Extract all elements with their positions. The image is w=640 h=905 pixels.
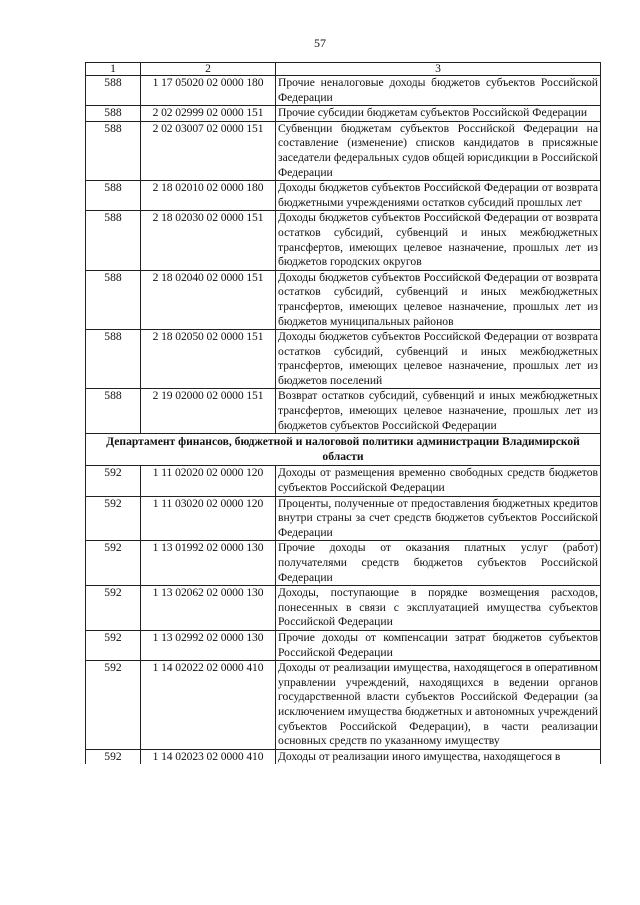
table-header <box>86 63 601 76</box>
admin-code-cell: 592 <box>86 466 141 496</box>
revenue-description-cell: Доходы от реализации имущества, находящегося в оперативном управлении учреждений, находящихся в ведении органов государственной власти субъектов Российской Федерации (за исключением имущества бюджетных и автономных учреждений субъектов Российской Федерации), в части реализации основных средств по указанному имуществу <box>276 661 601 750</box>
budget-classification-code-cell: 1 13 01992 02 0000 130 <box>141 541 276 586</box>
table-row <box>86 181 601 211</box>
revenue-description-cell: Доходы бюджетов субъектов Российской Федерации от возврата бюджетными учреждениями остатков субсидий прошлых лет <box>276 181 601 211</box>
page-number: 57 <box>314 36 326 50</box>
revenue-description-cell: Прочие доходы от оказания платных услуг (работ) получателями средств бюджетов субъектов Российской Федерации <box>276 541 601 586</box>
budget-classification-code-cell: 2 18 02030 02 0000 151 <box>141 211 276 270</box>
table-row <box>86 121 601 180</box>
section-heading: Департамент финансов, бюджетной и налоговой политики администрации Владимирской области <box>86 434 601 466</box>
admin-code-cell: 588 <box>86 270 141 329</box>
table-row <box>86 466 601 496</box>
revenue-description-cell: Субвенции бюджетам субъектов Российской Федерации на составление (изменение) списков кандидатов в присяжные заседатели федеральных судов общей юрисдикции в Российской Федерации <box>276 121 601 180</box>
column-header-3: 3 <box>276 63 601 76</box>
admin-code-cell: 588 <box>86 181 141 211</box>
table-row <box>86 541 601 586</box>
revenue-description-cell: Прочие субсидии бюджетам субъектов Российской Федерации <box>276 106 601 122</box>
budget-classification-code-cell: 1 11 02020 02 0000 120 <box>141 466 276 496</box>
section-heading-row <box>86 434 601 466</box>
revenue-description-cell: Доходы от размещения временно свободных средств бюджетов субъектов Российской Федерации <box>276 466 601 496</box>
column-header-1: 1 <box>86 63 141 76</box>
table-row <box>86 586 601 631</box>
table-row <box>86 106 601 122</box>
revenue-codes-table <box>85 62 601 764</box>
admin-code-cell: 588 <box>86 211 141 270</box>
admin-code-cell: 588 <box>86 76 141 106</box>
table-row <box>86 270 601 329</box>
admin-code-cell: 592 <box>86 541 141 586</box>
admin-code-cell: 592 <box>86 630 141 660</box>
table-row <box>86 749 601 764</box>
table-row <box>86 661 601 750</box>
budget-classification-code-cell: 1 11 03020 02 0000 120 <box>141 496 276 541</box>
table-row <box>86 330 601 389</box>
budget-classification-code-cell: 2 18 02050 02 0000 151 <box>141 330 276 389</box>
budget-classification-code-cell: 2 02 02999 02 0000 151 <box>141 106 276 122</box>
budget-classification-code-cell: 1 13 02062 02 0000 130 <box>141 586 276 631</box>
table-body <box>86 76 601 765</box>
admin-code-cell: 592 <box>86 661 141 750</box>
table-row <box>86 496 601 541</box>
admin-code-cell: 588 <box>86 389 141 434</box>
table-row <box>86 630 601 660</box>
budget-classification-code-cell: 1 13 02992 02 0000 130 <box>141 630 276 660</box>
admin-code-cell: 588 <box>86 121 141 180</box>
budget-classification-code-cell: 1 17 05020 02 0000 180 <box>141 76 276 106</box>
revenue-description-cell: Проценты, полученные от предоставления бюджетных кредитов внутри страны за счет средств бюджетов субъектов Российской Федерации <box>276 496 601 541</box>
table-row <box>86 211 601 270</box>
budget-classification-code-cell: 2 02 03007 02 0000 151 <box>141 121 276 180</box>
revenue-description-cell: Доходы бюджетов субъектов Российской Федерации от возврата остатков субсидий, субвенций и иных межбюджетных трансфертов, имеющих целевое назначение, прошлых лет из бюджетов городских округов <box>276 211 601 270</box>
budget-classification-code-cell: 2 18 02040 02 0000 151 <box>141 270 276 329</box>
admin-code-cell: 592 <box>86 496 141 541</box>
admin-code-cell: 588 <box>86 106 141 122</box>
budget-classification-code-cell: 2 19 02000 02 0000 151 <box>141 389 276 434</box>
budget-classification-code-cell: 2 18 02010 02 0000 180 <box>141 181 276 211</box>
column-header-2: 2 <box>141 63 276 76</box>
table-row <box>86 76 601 106</box>
admin-code-cell: 588 <box>86 330 141 389</box>
revenue-description-cell: Доходы бюджетов субъектов Российской Федерации от возврата остатков субсидий, субвенций и иных межбюджетных трансфертов, имеющих целевое назначение, прошлых лет из бюджетов муниципальных районов <box>276 270 601 329</box>
revenue-description-cell: Доходы бюджетов субъектов Российской Федерации от возврата остатков субсидий, субвенций и иных межбюджетных трансфертов, имеющих целевое назначение, прошлых лет из бюджетов поселений <box>276 330 601 389</box>
revenue-description-cell: Доходы, поступающие в порядке возмещения расходов, понесенных в связи с эксплуатацией имущества субъектов Российской Федерации <box>276 586 601 631</box>
revenue-description-cell: Прочие доходы от компенсации затрат бюджетов субъектов Российской Федерации <box>276 630 601 660</box>
table-row <box>86 389 601 434</box>
budget-classification-code-cell: 1 14 02023 02 0000 410 <box>141 749 276 764</box>
admin-code-cell: 592 <box>86 749 141 764</box>
admin-code-cell: 592 <box>86 586 141 631</box>
revenue-description-cell: Прочие неналоговые доходы бюджетов субъектов Российской Федерации <box>276 76 601 106</box>
revenue-description-cell: Доходы от реализации иного имущества, находящегося в <box>276 749 601 764</box>
revenue-description-cell: Возврат остатков субсидий, субвенций и иных межбюджетных трансфертов, имеющих целевое назначение, прошлых лет из бюджетов субъектов Российской Федерации <box>276 389 601 434</box>
budget-classification-code-cell: 1 14 02022 02 0000 410 <box>141 661 276 750</box>
